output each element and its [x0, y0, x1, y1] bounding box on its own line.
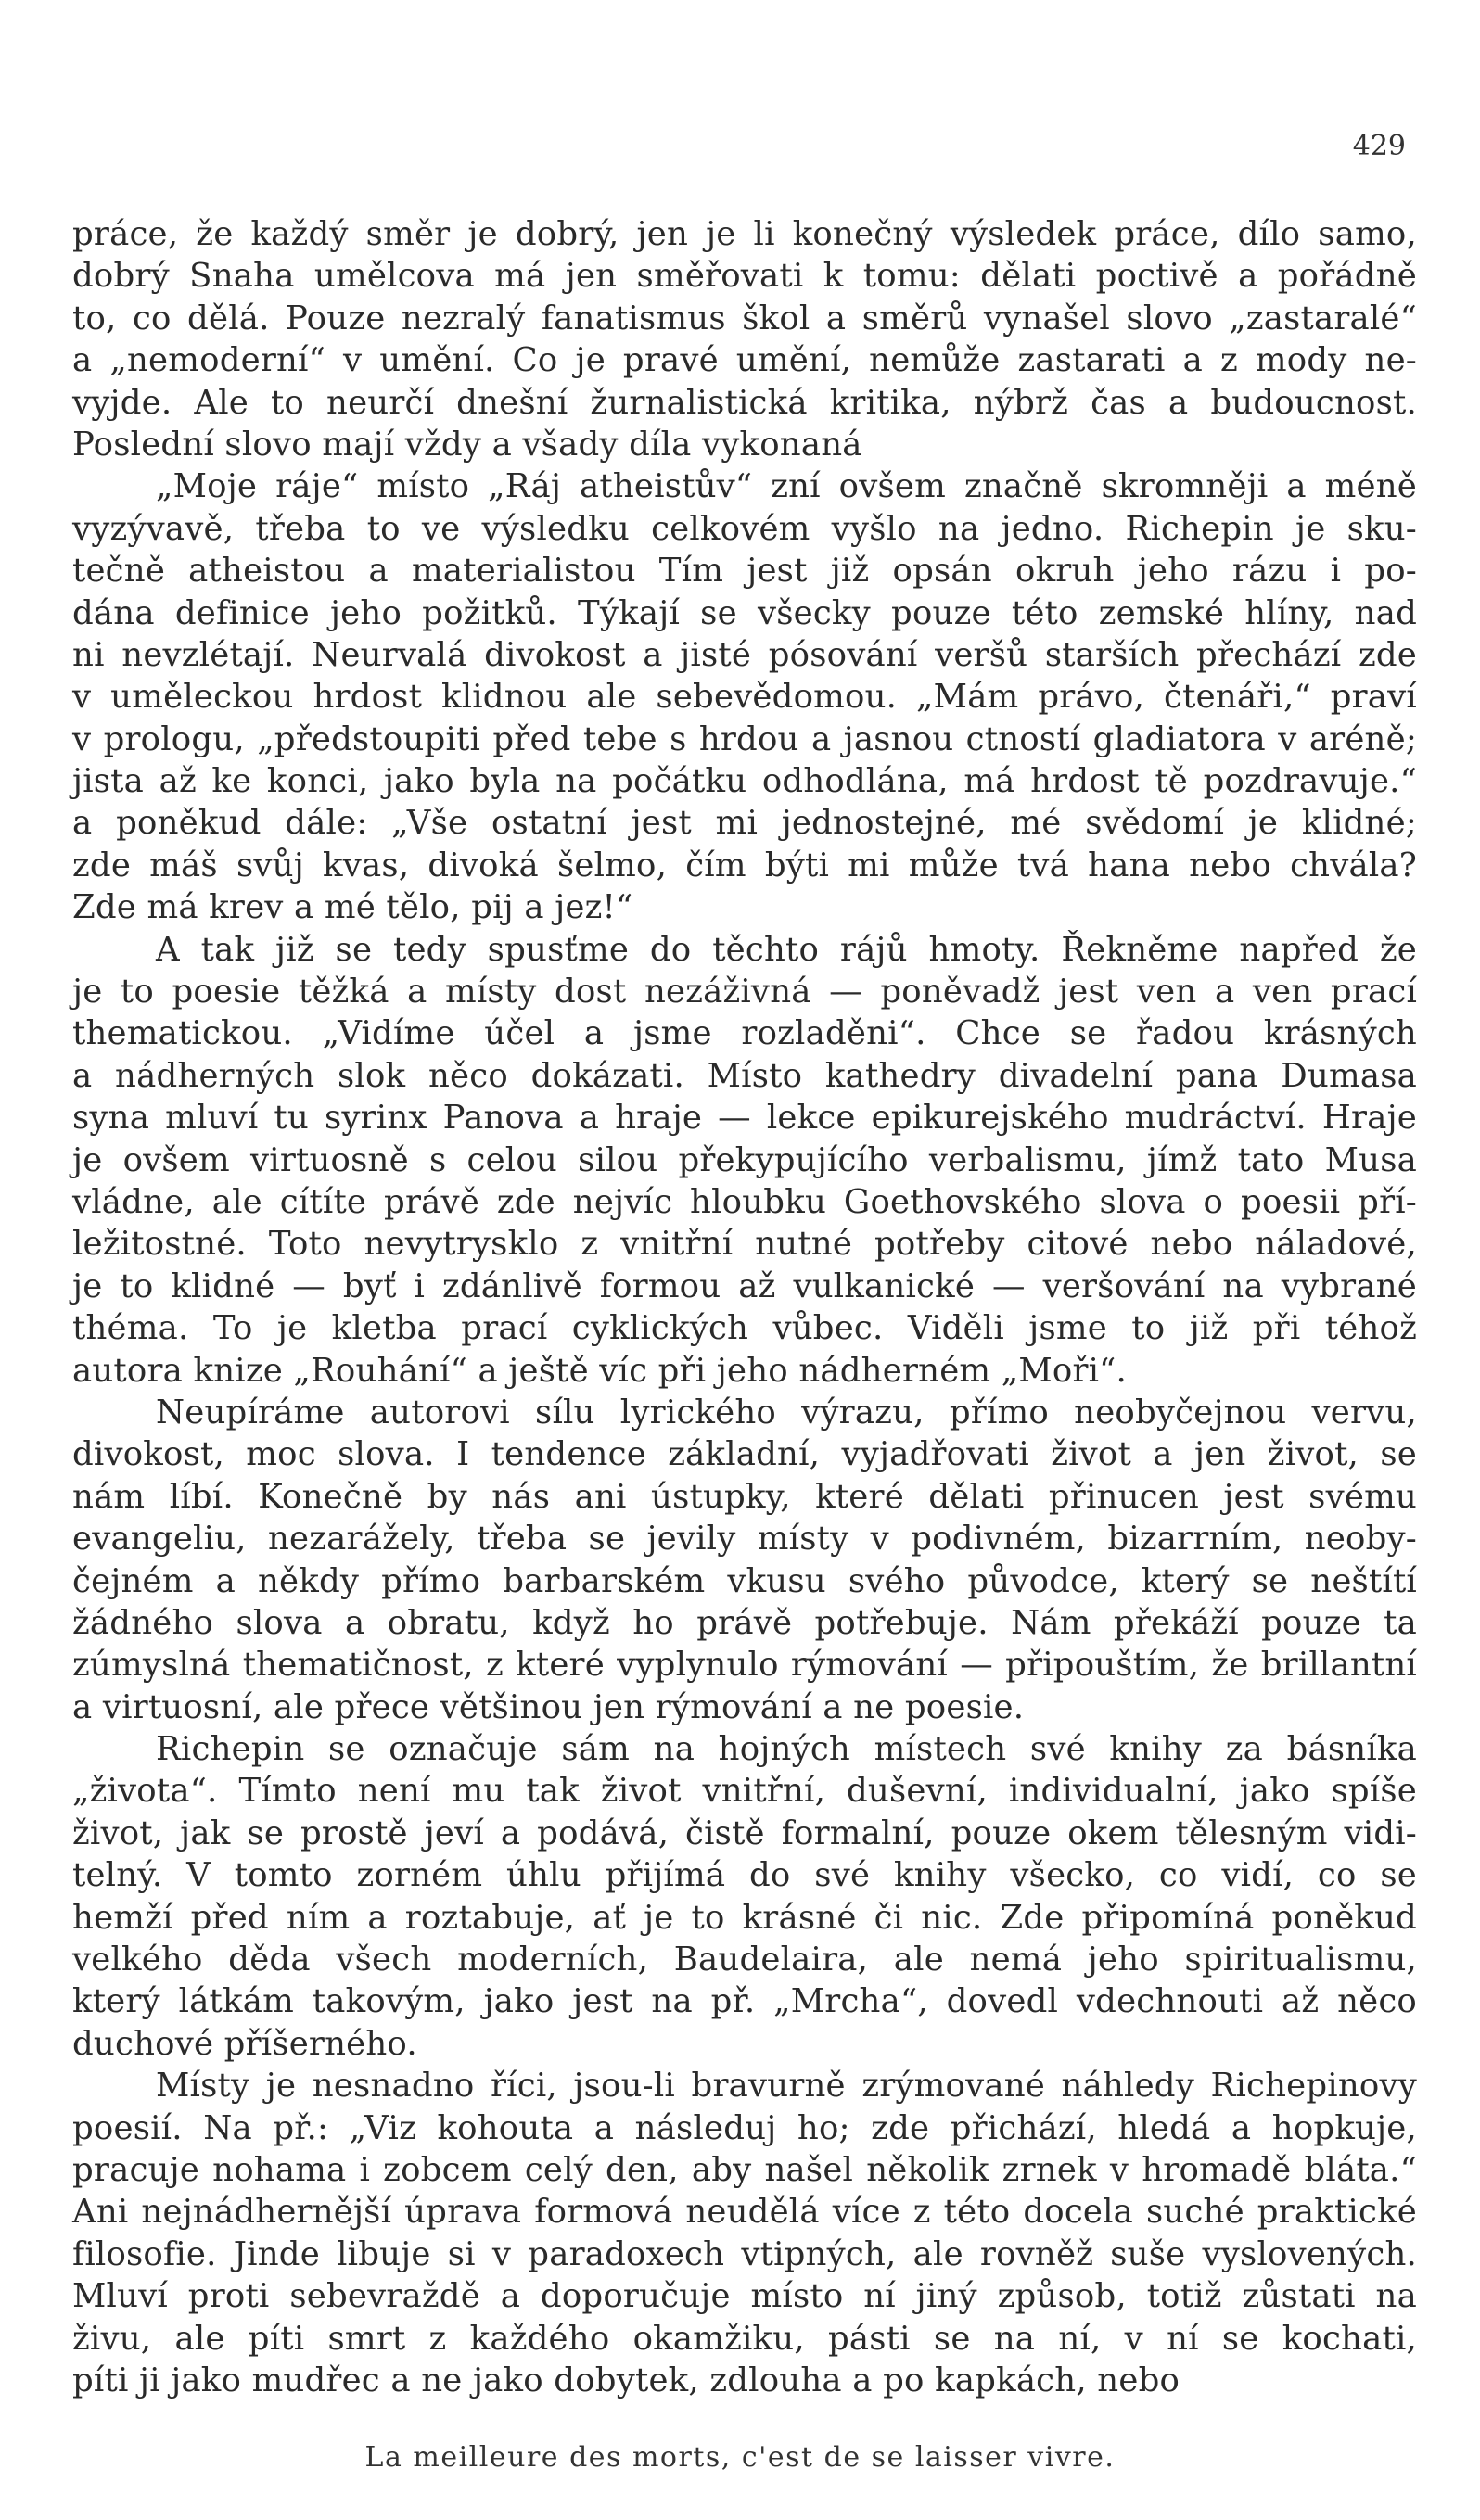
text-line: Zde má krev a mé tělo, pij a jez!“ [72, 888, 633, 927]
text-line: divokost, moc slova. I tendence základní, vyjadřovati život a jen život, se [72, 1435, 1417, 1474]
text-line: v uměleckou hrdost klidnou ale sebevědomou. „Mám právo, čtenáři,“ praví [72, 678, 1417, 717]
text-line: Richepin se označuje sám na hojných místech své knihy za básníka [156, 1730, 1417, 1769]
text-line: Poslední slovo mají vždy a všady díla vykonaná [72, 425, 862, 464]
text-line: Mluví proti sebevraždě a doporučuje místo ní jiný způsob, totiž zůstati na [72, 2277, 1417, 2316]
text-line: a nádherných slok něco dokázati. Místo kathedry divadelní pana Dumasa [72, 1056, 1417, 1095]
text-line: práce, že každý směr je dobrý, jen je li konečný výsledek práce, dílo samo, [72, 215, 1417, 253]
text-line: evangeliu, nezarážely, třeba se jevily místy v podivném, bizarrním, neoby- [72, 1520, 1417, 1559]
text-line: nám líbí. Konečně by nás ani ústupky, které dělati přinucen jest svému [72, 1477, 1417, 1516]
text-line: to, co dělá. Pouze nezralý fanatismus škol a směrů vynašel slovo „zastaralé“ [72, 299, 1417, 337]
text-line: v prologu, „předstoupiti před tebe s hrdou a jasnou ctností gladiatora v aréně; [72, 719, 1417, 758]
text-line: dána definice jeho požitků. Týkají se všecky pouze této zemské hlíny, nad [72, 593, 1417, 632]
text-line: velkého děda všech moderních, Baudelaira, ale nemá jeho spiritualismu, [72, 1941, 1417, 1979]
text-line: který látkám takovým, jako jest na př. „Mrcha“, dovedl vdechnouti až něco [72, 1982, 1417, 2021]
page-number: 429 [1352, 130, 1406, 162]
text-line: a virtuosní, ale přece většinou jen rýmování a ne poesie. [72, 1687, 1025, 1726]
text-line: zúmyslná thematičnost, z které vyplynulo rýmování — připouštím, že brillantní [72, 1646, 1417, 1685]
text-line: A tak již se tedy spusťme do těchto rájů hmoty. Řekněme napřed že [156, 930, 1417, 969]
text-line: „života“. Tímto není mu tak život vnitřní, duševní, individualní, jako spíše [72, 1772, 1417, 1811]
text-line: filosofie. Jinde libuje si v paradoxech vtipných, ale rovněž suše vyslovených. [72, 2234, 1417, 2273]
text-line: je ovšem virtuosně s celou silou překypujícího verbalismu, jímž tato Musa [72, 1140, 1417, 1179]
text-line: „Moje ráje“ místo „Ráj atheistův“ zní ovšem značně skromněji a méně [156, 467, 1417, 506]
text-line: poesií. Na př.: „Viz kohouta a následuj ho; zde přichází, hledá a hopkuje, [72, 2108, 1417, 2147]
text-line: thematickou. „Vidíme účel a jsme rozladěni“. Chce se řadou krásných [72, 1014, 1417, 1053]
text-line: ni nevzlétají. Neurvalá divokost a jisté pósování veršů starších přechází zde [72, 635, 1417, 674]
text-line: duchové příšerného. [72, 2024, 417, 2063]
text-line: Ani nejnádhernější úprava formová neudělá více z této docela suché praktické [72, 2193, 1417, 2232]
text-line: píti ji jako mudřec a ne jako dobytek, zdlouha a po kapkách, nebo [72, 2361, 1180, 2399]
text-line: a „nemoderní“ v umění. Co je pravé umění, nemůže zastarati a z mody ne- [72, 341, 1417, 380]
text-line: dobrý Snaha umělcova má jen směřovati k tomu: dělati poctivě a pořádně [72, 257, 1417, 296]
text-line: žádného slova a obratu, když ho právě potřebuje. Nám překáží pouze ta [72, 1603, 1417, 1642]
text-line: tečně atheistou a materialistou Tím jest již opsán okruh jeho rázu i po- [72, 552, 1417, 591]
text-line: théma. To je kletba prací cyklických vůbec. Viděli jsme to již při téhož [72, 1309, 1417, 1348]
text-line: a poněkud dále: „Vše ostatní jest mi jednostejné, mé svědomí je klidné; [72, 804, 1417, 843]
text-line: život, jak se prostě jeví a podává, čistě formalní, pouze okem tělesným vidi- [72, 1814, 1417, 1852]
text-line: vyjde. Ale to neurčí dnešní žurnalistická kritika, nýbrž čas a budoucnost. [72, 383, 1417, 422]
body-text [72, 213, 1417, 2401]
text-line: jista až ke konci, jako byla na počátku odhodlána, má hrdost tě pozdravuje.“ [72, 762, 1417, 801]
text-line: je to klidné — byť i zdánlivě formou až vulkanické — veršování na vybrané [72, 1266, 1417, 1305]
text-line: je to poesie těžká a místy dost nezáživná — poněvadž jest ven a ven prací [72, 973, 1417, 1012]
text-line: ležitostné. Toto nevytrysklo z vnitřní nutné potřeby citové nebo náladové, [72, 1225, 1417, 1264]
text-line: telný. V tomto zorném úhlu přijímá do své knihy všecko, co vidí, co se [72, 1856, 1417, 1895]
text-line: Místy je nesnadno říci, jsou-li bravurně zrýmované náhledy Richepinovy [156, 2067, 1417, 2106]
closing-quote: La meilleure des morts, c'est de se laisser vivre. [364, 2441, 1116, 2474]
text-line: hemží před ním a roztabuje, ať je to krásné či nic. Zde připomíná poněkud [72, 1898, 1417, 1937]
text-line: vyzývavě, třeba to ve výsledku celkovém vyšlo na jedno. Richepin je sku- [72, 509, 1417, 548]
text-line: pracuje nohama i zobcem celý den, aby našel několik zrnek v hromadě bláta.“ [72, 2150, 1417, 2189]
text-line: syna mluví tu syrinx Panova a hraje — lekce epikurejského mudráctví. Hraje [72, 1099, 1417, 1138]
text-line: živu, ale píti smrt z každého okamžiku, pásti se na ní, v ní se kochati, [72, 2319, 1417, 2358]
text-line: vládne, ale cítíte právě zde nejvíc hloubku Goethovského slova o poesii pří- [72, 1182, 1417, 1221]
text-line: zde máš svůj kvas, divoká šelmo, čím býti mi může tvá hana nebo chvála? [72, 846, 1417, 885]
text-line: autora knize „Rouhání“ a ještě víc při jeho nádherném „Moři“. [72, 1351, 1128, 1390]
text-line: Neupíráme autorovi sílu lyrického výrazu, přímo neobyčejnou vervu, [156, 1393, 1417, 1432]
text-line: čejném a někdy přímo barbarském vkusu svého původce, který se neštítí [72, 1561, 1417, 1600]
